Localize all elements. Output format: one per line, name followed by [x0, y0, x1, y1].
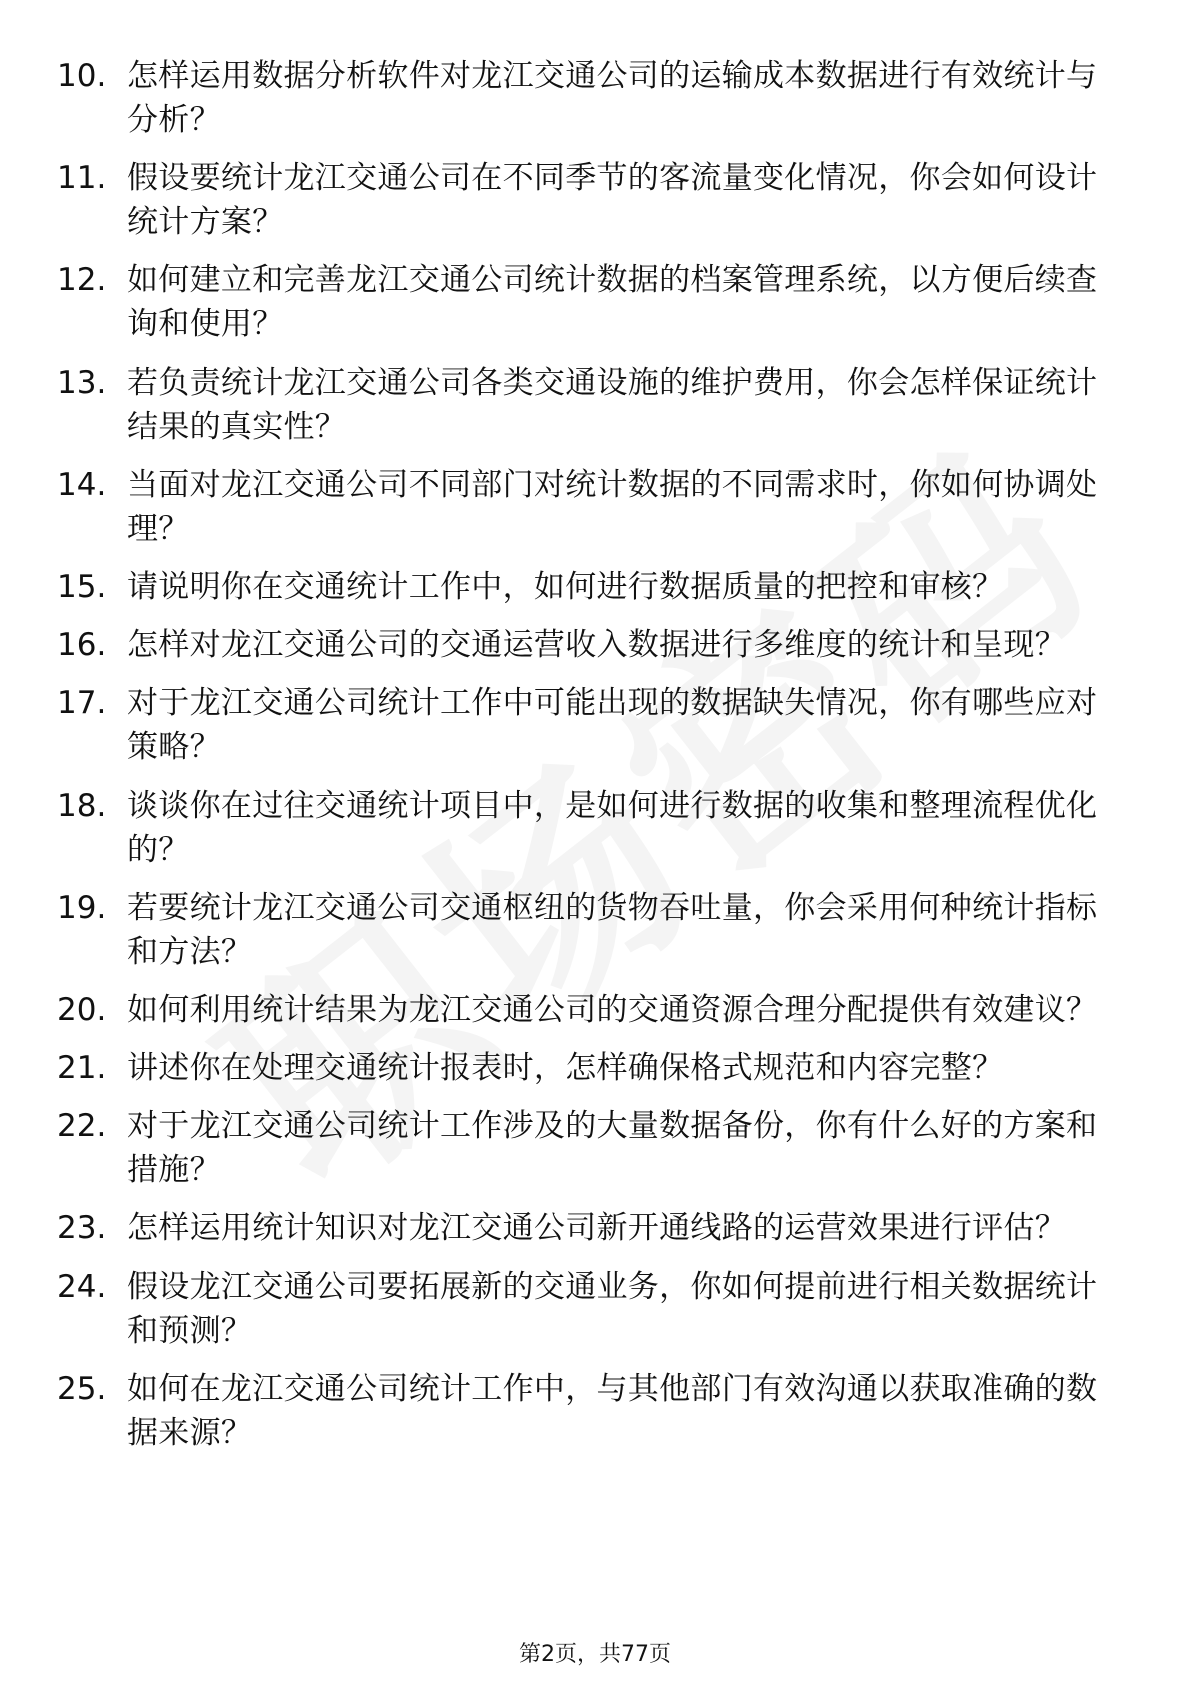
question-text: 假设要统计龙江交通公司在不同季节的客流量变化情况，你会如何设计统计方案？: [127, 160, 1098, 241]
question-number: 22.: [57, 1108, 107, 1145]
list-item: [0, 54, 1190, 142]
question-number: 10.: [57, 58, 107, 94]
list-item: [0, 784, 1190, 872]
list-item: [0, 1046, 1190, 1090]
question-number: 19.: [57, 889, 107, 926]
question-number: 24.: [57, 1268, 107, 1305]
list-item: [0, 258, 1190, 346]
question-text: 谈谈你在过往交通统计项目中，是如何进行数据的收集和整理流程优化的？: [127, 787, 1098, 868]
list-item: [0, 1265, 1190, 1353]
question-text: 怎样运用数据分析软件对龙江交通公司的运输成本数据进行有效统计与分析？: [127, 58, 1098, 138]
question-number: 11.: [57, 160, 107, 197]
question-list: [0, 54, 1190, 1469]
question-text: 对于龙江交通公司统计工作中可能出现的数据缺失情况，你有哪些应对策略？: [127, 685, 1098, 766]
page-footer: 第2页，共77页: [519, 1642, 671, 1667]
question-text: 怎样对龙江交通公司的交通运营收入数据进行多维度的统计和呈现？: [127, 627, 1066, 664]
list-item: [0, 886, 1190, 974]
question-number: 20.: [57, 991, 107, 1028]
question-text: 如何利用统计结果为龙江交通公司的交通资源合理分配提供有效建议？: [127, 991, 1098, 1028]
question-number: 13.: [57, 364, 107, 401]
question-number: 14.: [57, 466, 107, 503]
question-number: 25.: [57, 1370, 107, 1407]
question-number: 12.: [57, 262, 107, 299]
question-number: 18.: [57, 787, 107, 824]
question-number: 21.: [57, 1050, 107, 1087]
question-number: 16.: [57, 627, 107, 664]
question-text: 请说明你在交通统计工作中，如何进行数据质量的把控和审核？: [127, 568, 1004, 605]
question-text: 当面对龙江交通公司不同部门对统计数据的不同需求时，你如何协调处理？: [127, 466, 1098, 547]
question-text: 若负责统计龙江交通公司各类交通设施的维护费用，你会怎样保证统计结果的真实性？: [127, 364, 1098, 445]
question-text: 对于龙江交通公司统计工作涉及的大量数据备份，你有什么好的方案和措施？: [127, 1108, 1098, 1189]
list-item: [0, 156, 1190, 244]
list-item: [0, 1367, 1190, 1455]
list-item: [0, 1104, 1190, 1192]
list-item: [0, 681, 1190, 769]
question-text: 如何在龙江交通公司统计工作中，与其他部门有效沟通以获取准确的数据来源？: [127, 1370, 1098, 1451]
list-item: [0, 463, 1190, 551]
list-item: [0, 1206, 1190, 1250]
question-text: 讲述你在处理交通统计报表时，怎样确保格式规范和内容完整？: [127, 1050, 1004, 1087]
list-item: [0, 988, 1190, 1032]
list-item: [0, 623, 1190, 667]
question-text: 怎样运用统计知识对龙江交通公司新开通线路的运营效果进行评估？: [127, 1210, 1066, 1247]
question-number: 15.: [57, 568, 107, 605]
list-item: [0, 361, 1190, 449]
question-text: 若要统计龙江交通公司交通枢纽的货物吞吐量，你会采用何种统计指标和方法？: [127, 889, 1098, 970]
question-text: 假设龙江交通公司要拓展新的交通业务，你如何提前进行相关数据统计和预测？: [127, 1268, 1098, 1349]
question-number: 23.: [57, 1210, 107, 1247]
list-item: [0, 565, 1190, 609]
question-text: 如何建立和完善龙江交通公司统计数据的档案管理系统，以方便后续查询和使用？: [127, 262, 1098, 343]
question-number: 17.: [57, 685, 107, 722]
